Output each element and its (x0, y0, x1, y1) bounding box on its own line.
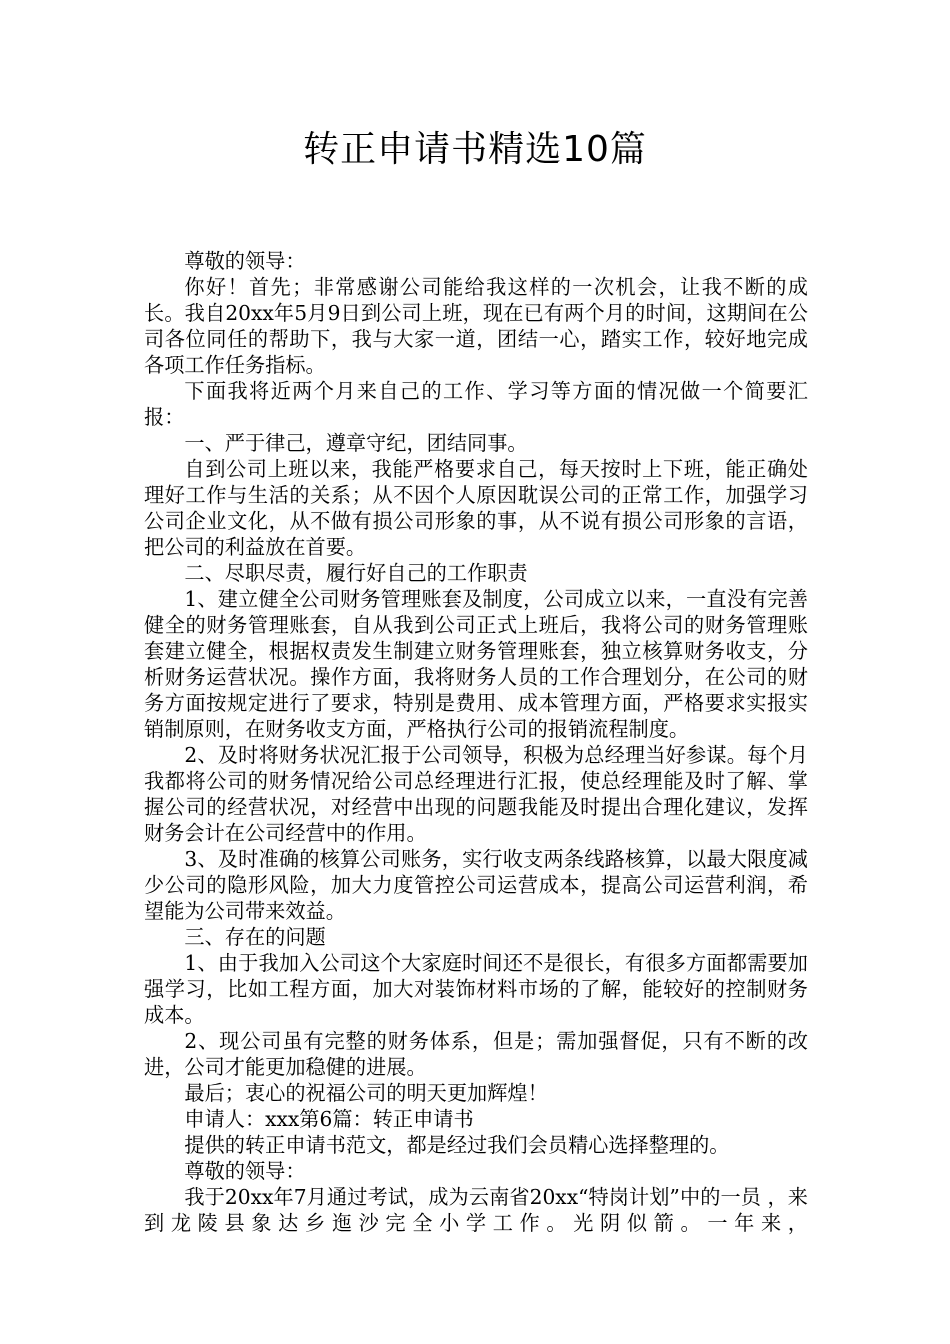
document-body (144, 248, 808, 1236)
paragraph-salutation: 尊敬的领导： (184, 1159, 306, 1183)
section-heading: 一、严于律己，遵章守纪，团结同事。 (184, 431, 528, 455)
paragraph: 你好！首先；非常感谢公司能给我这样的一次机会，让我不断的成长。我自20xx年5月9日到公司上班，现在已有两个月的时间，这期间在公司各位同任的帮助下，我与大家一道，团结一心，踏实工作，较好地完成各项工作任务指标。 (144, 275, 808, 377)
paragraph-signature: 申请人：xxx第6篇：转正申请书 (184, 1107, 474, 1131)
paragraph: 3、及时准确的核算公司账务，实行收支两条线路核算，以最大限度减少公司的隐形风险，加大力度管控公司运营成本，提高公司运营利润，希望能为公司带来效益。 (144, 847, 808, 923)
section-heading: 三、存在的问题 (184, 925, 326, 949)
paragraph: 1、建立健全公司财务管理账套及制度，公司成立以来，一直没有完善健全的财务管理账套，自从我到公司正式上班后，我将公司的财务管理账套建立健全，根据权责发生制建立财务管理账套，独立核算财务收支，分析财务运营状况。操作方面，我将财务人员的工作合理划分，在公司的财务方面按规定进行了要求，特别是费用、成本管理方面，严格要求实报实销制原则，在财务收支方面，严格执行公司的报销流程制度。 (144, 587, 808, 741)
paragraph: 1、由于我加入公司这个大家庭时间还不是很长，有很多方面都需要加强学习，比如工程方面，加大对装饰材料市场的了解，能较好的控制财务成本。 (144, 951, 808, 1027)
paragraph: 下面我将近两个月来自己的工作、学习等方面的情况做一个简要汇报： (144, 379, 808, 429)
paragraph: 2、现公司虽有完整的财务体系，但是；需加强督促，只有不断的改进，公司才能更加稳健的进展。 (144, 1029, 808, 1079)
section-heading: 二、尽职尽责，履行好自己的工作职责 (184, 561, 528, 585)
paragraph: 自到公司上班以来，我能严格要求自己，每天按时上下班，能正确处理好工作与生活的关系；从不因个人原因耽误公司的正常工作，加强学习公司企业文化，从不做有损公司形象的事，从不说有损公司形象的言语，把公司的利益放在首要。 (144, 457, 808, 559)
paragraph: 我于20xx年7月通过考试，成为云南省20xx“特岗计划”中的一员 ，来到龙陵县象达乡迤沙完全小学工作。光阴似箭。一年来， (144, 1185, 808, 1235)
paragraph: 提供的转正申请书范文，都是经过我们会员精心选择整理的。 (184, 1133, 730, 1157)
paragraph-closing: 最后；衷心的祝福公司的明天更加辉煌！ (184, 1081, 548, 1105)
paragraph-salutation: 尊敬的领导： (184, 249, 306, 273)
page-title: 转正申请书精选10篇 (303, 129, 647, 170)
paragraph: 2、及时将财务状况汇报于公司领导，积极为总经理当好参谋。每个月我都将公司的财务情况给公司总经理进行汇报，使总经理能及时了解、掌握公司的经营状况，对经营中出现的问题我能及时提出合理化建议，发挥财务会计在公司经营中的作用。 (144, 743, 808, 845)
